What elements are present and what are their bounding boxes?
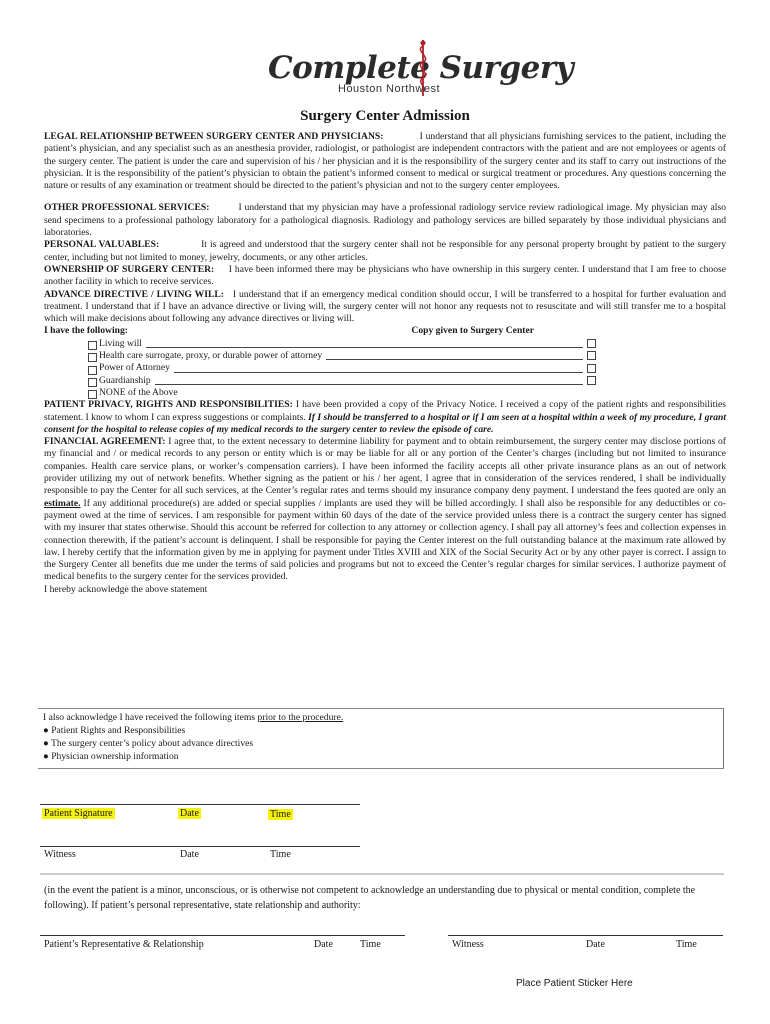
ack-item: ● Patient Rights and Responsibilities [43,725,186,736]
checkbox[interactable] [88,353,97,362]
valuables-section [44,239,726,264]
acknowledgement-box [38,708,724,769]
patient-sticker-area: Place Patient Sticker Here [516,978,633,989]
ack-intro-text: I also acknowledge I have received the following items [43,712,256,723]
have-item-surrogate[interactable] [44,350,726,362]
other-section [44,202,726,239]
other-heading: OTHER PROFESSIONAL SERVICES: [44,202,210,214]
privacy-heading: PATIENT PRIVACY, RIGHTS AND RESPONSIBILITIES: [44,399,293,411]
company-logo [268,38,574,108]
have-item-label: Guardianship [99,374,151,386]
copy-checkbox[interactable] [587,376,596,385]
witness-label: Witness [44,849,76,860]
patient-time-label: Time [270,809,291,820]
privacy-section [44,399,726,436]
ownership-heading: OWNERSHIP OF SURGERY CENTER: [44,263,215,275]
copy-checkbox[interactable] [587,351,596,360]
ownership-text: I have been informed there may be physicians who have ownership in this surgery center. I understand that I am free to choose another facility in which to receive services. [44,263,726,288]
rep-date-label: Date [314,939,333,950]
witness-signature-line[interactable] [40,846,360,847]
logo-subtitle: Houston Northwest [338,83,441,95]
ack-item-label: The surgery center’s policy about advance directives [51,738,254,749]
rep-witness-line[interactable] [448,935,723,936]
have-item-living-will[interactable] [44,338,726,350]
other-text: I understand that my physician may have a professional radiology service review radiological image. My physician may also send specimens to a professional pathology laboratory for a pathological diagnosis. Radiology and pathology services are billed separately by those individual physicians and laboratories. [44,202,727,239]
rep-witness-label: Witness [452,939,484,950]
fill-line[interactable] [146,347,583,348]
minor-notice: (in the event the patient is a minor, unconscious, or is otherwise not competent to acknowledge an understanding due to physical or mental condition, complete the following). If patient’s personal representative, state relationship and authority: [44,885,696,911]
have-header [44,325,726,337]
checkbox[interactable] [88,390,97,399]
ack-item-label: Patient Rights and Responsibilities [51,725,186,736]
divider [40,873,724,875]
rep-witness-time-label: Time [676,939,697,950]
financial-section [44,436,726,584]
financial-heading: FINANCIAL AGREEMENT: [44,436,166,448]
ack-item-label: Physician ownership information [51,751,179,762]
financial-acknowledge: I hereby acknowledge the above statement [44,583,208,595]
have-none-label: NONE of the Above [99,386,178,398]
page-title: Surgery Center Admission [300,108,470,124]
checkbox[interactable] [88,341,97,350]
rep-time-label: Time [360,939,381,950]
ack-item: ● Physician ownership information [43,751,179,762]
copy-given-heading: Copy given to Surgery Center [411,325,534,337]
directive-heading: ADVANCE DIRECTIVE / LIVING WILL: [44,288,224,300]
legal-section [44,131,726,192]
have-item-none[interactable] [44,387,726,399]
have-item-power-of-attorney[interactable] [44,362,726,374]
financial-estimate: estimate. [44,497,81,509]
copy-checkbox[interactable] [587,364,596,373]
document-body [44,131,726,596]
directive-section [44,289,726,326]
financial-text-2: If any additional procedure(s) are added or special supplies / implants are used they will be billed accordingly. I shall also be responsible for any deductibles or co-payment owed at the time of services. I am responsible for payment within 60 days of the date of the service provided unless there is a contract the surgery center has signed with my insurer that states otherwise. Should this account be referred for collection to any attorney or collection agency. I shall pay all attorney’s fees and collection expenses in connection therewith, if the patient’s account is delinquent. I shall be responsible for paying the Center interest on the full outstanding balance at the maximum rate allowed by law. I hereby certify that the information given by me in applying for payment under Titles XVIII and XIX of the Social Security Act or by any other payer is correct. I assign to the Surgery Center all benefits due me under the terms of said policies and programs but not to exceed the Center’s regular charges for similar services. I authorize payment of medical benefits to the surgery center for the services provided. [44,497,726,583]
have-heading: I have the following: [44,325,128,337]
legal-text: I understand that all physicians furnishing services to the patient, including the patient’s physician, and any specialist such as an anesthesia provider, radiologist, or pathologist are independent contractors with the patient and are not employees or agents of the surgery center. The patient is under the care and supervision of his / her physician and it is the responsibility of the surgery center and its staff to carry out instructions of the physician. It is the responsibility of the patient’s physician to obtain the patient’s informed consent to medical or surgical treatment or procedures. Any questions concerning the nature or results of any examination or treatment should be directed to the patient’s physician and not to the surgery center employees. [44,131,726,192]
ack-item: ● The surgery center’s policy about advance directives [43,738,254,749]
patient-signature-line[interactable] [40,804,360,805]
have-item-guardianship[interactable] [44,375,726,387]
have-item-label: Health care surrogate, proxy, or durable power of attorney [99,350,323,362]
ack-intro [43,711,723,724]
rep-witness-date-label: Date [586,939,605,950]
patient-date-label: Date [180,808,199,819]
fill-line[interactable] [326,359,583,360]
checkbox[interactable] [88,378,97,387]
have-item-label: Power of Attorney [99,362,170,374]
privacy-text: I have been provided a copy of the Privacy Notice. I received a copy of the patient rights and responsibilities statement. I know to whom I can express suggestions or complaints. [44,399,727,423]
copy-checkbox[interactable] [587,339,596,348]
checkbox[interactable] [88,366,97,375]
fill-line[interactable] [155,384,583,385]
witness-time-label: Time [270,849,291,860]
privacy-consent-text: If I should be transferred to a hospital or if I am seen at a hospital within a week of my procedure, I grant consent for the hospital to release copies of my medical records to the surgery center to review the episode of care. [44,411,726,435]
have-item-label: Living will [99,337,142,349]
rep-label: Patient’s Representative & Relationship [44,939,204,950]
legal-heading: LEGAL RELATIONSHIP BETWEEN SURGERY CENTER AND PHYSICIANS: [44,131,384,142]
ack-intro-underline: prior to the procedure. [257,712,344,723]
witness-date-label: Date [180,849,199,860]
valuables-text: It is agreed and understood that the surgery center shall not be responsible for any personal property brought by patient to the surgery center, including but not limited to money, jewelry, documents, or any other articles. [44,239,726,263]
financial-text-1: I agree that, to the extent necessary to determine liability for payment and to obtain reimbursement, the surgery center may disclose portions of my financial and / or medical records to any person or entity which is or may be liable for all or any portion of the Center’s charges (including but not limited to insurance companies. Health care service plans, or worker’s compensation carriers). I have been informed the facility accepts all other private insurance plans as an out of network provider utilizing my out of network benefits. Whether signing as the patient or his / her agent, I agree that in consideration of the services rendered, I shall be individually responsible to pay the Center for all such services, at the Center’s regular rates and terms should my insurance company deny payment. I understand the fees quoted are only an [44,436,726,497]
ownership-section [44,264,726,289]
directive-text: I understand that if an emergency medical condition should occur, I will be transferred to a hospital for further evaluation and treatment. I understand that if I have an advance directive or living will, the surgery center will not honor any requests not to resuscitate and will still transfer me to a hospital which will make decisions about following any advance directives or living will. [44,288,726,325]
rep-signature-line[interactable] [40,935,405,936]
logo-brand: Complete Surgery [268,50,574,86]
valuables-heading: PERSONAL VALUABLES: [44,239,160,251]
patient-signature-label: Patient Signature [44,808,113,819]
fill-line[interactable] [174,372,583,373]
